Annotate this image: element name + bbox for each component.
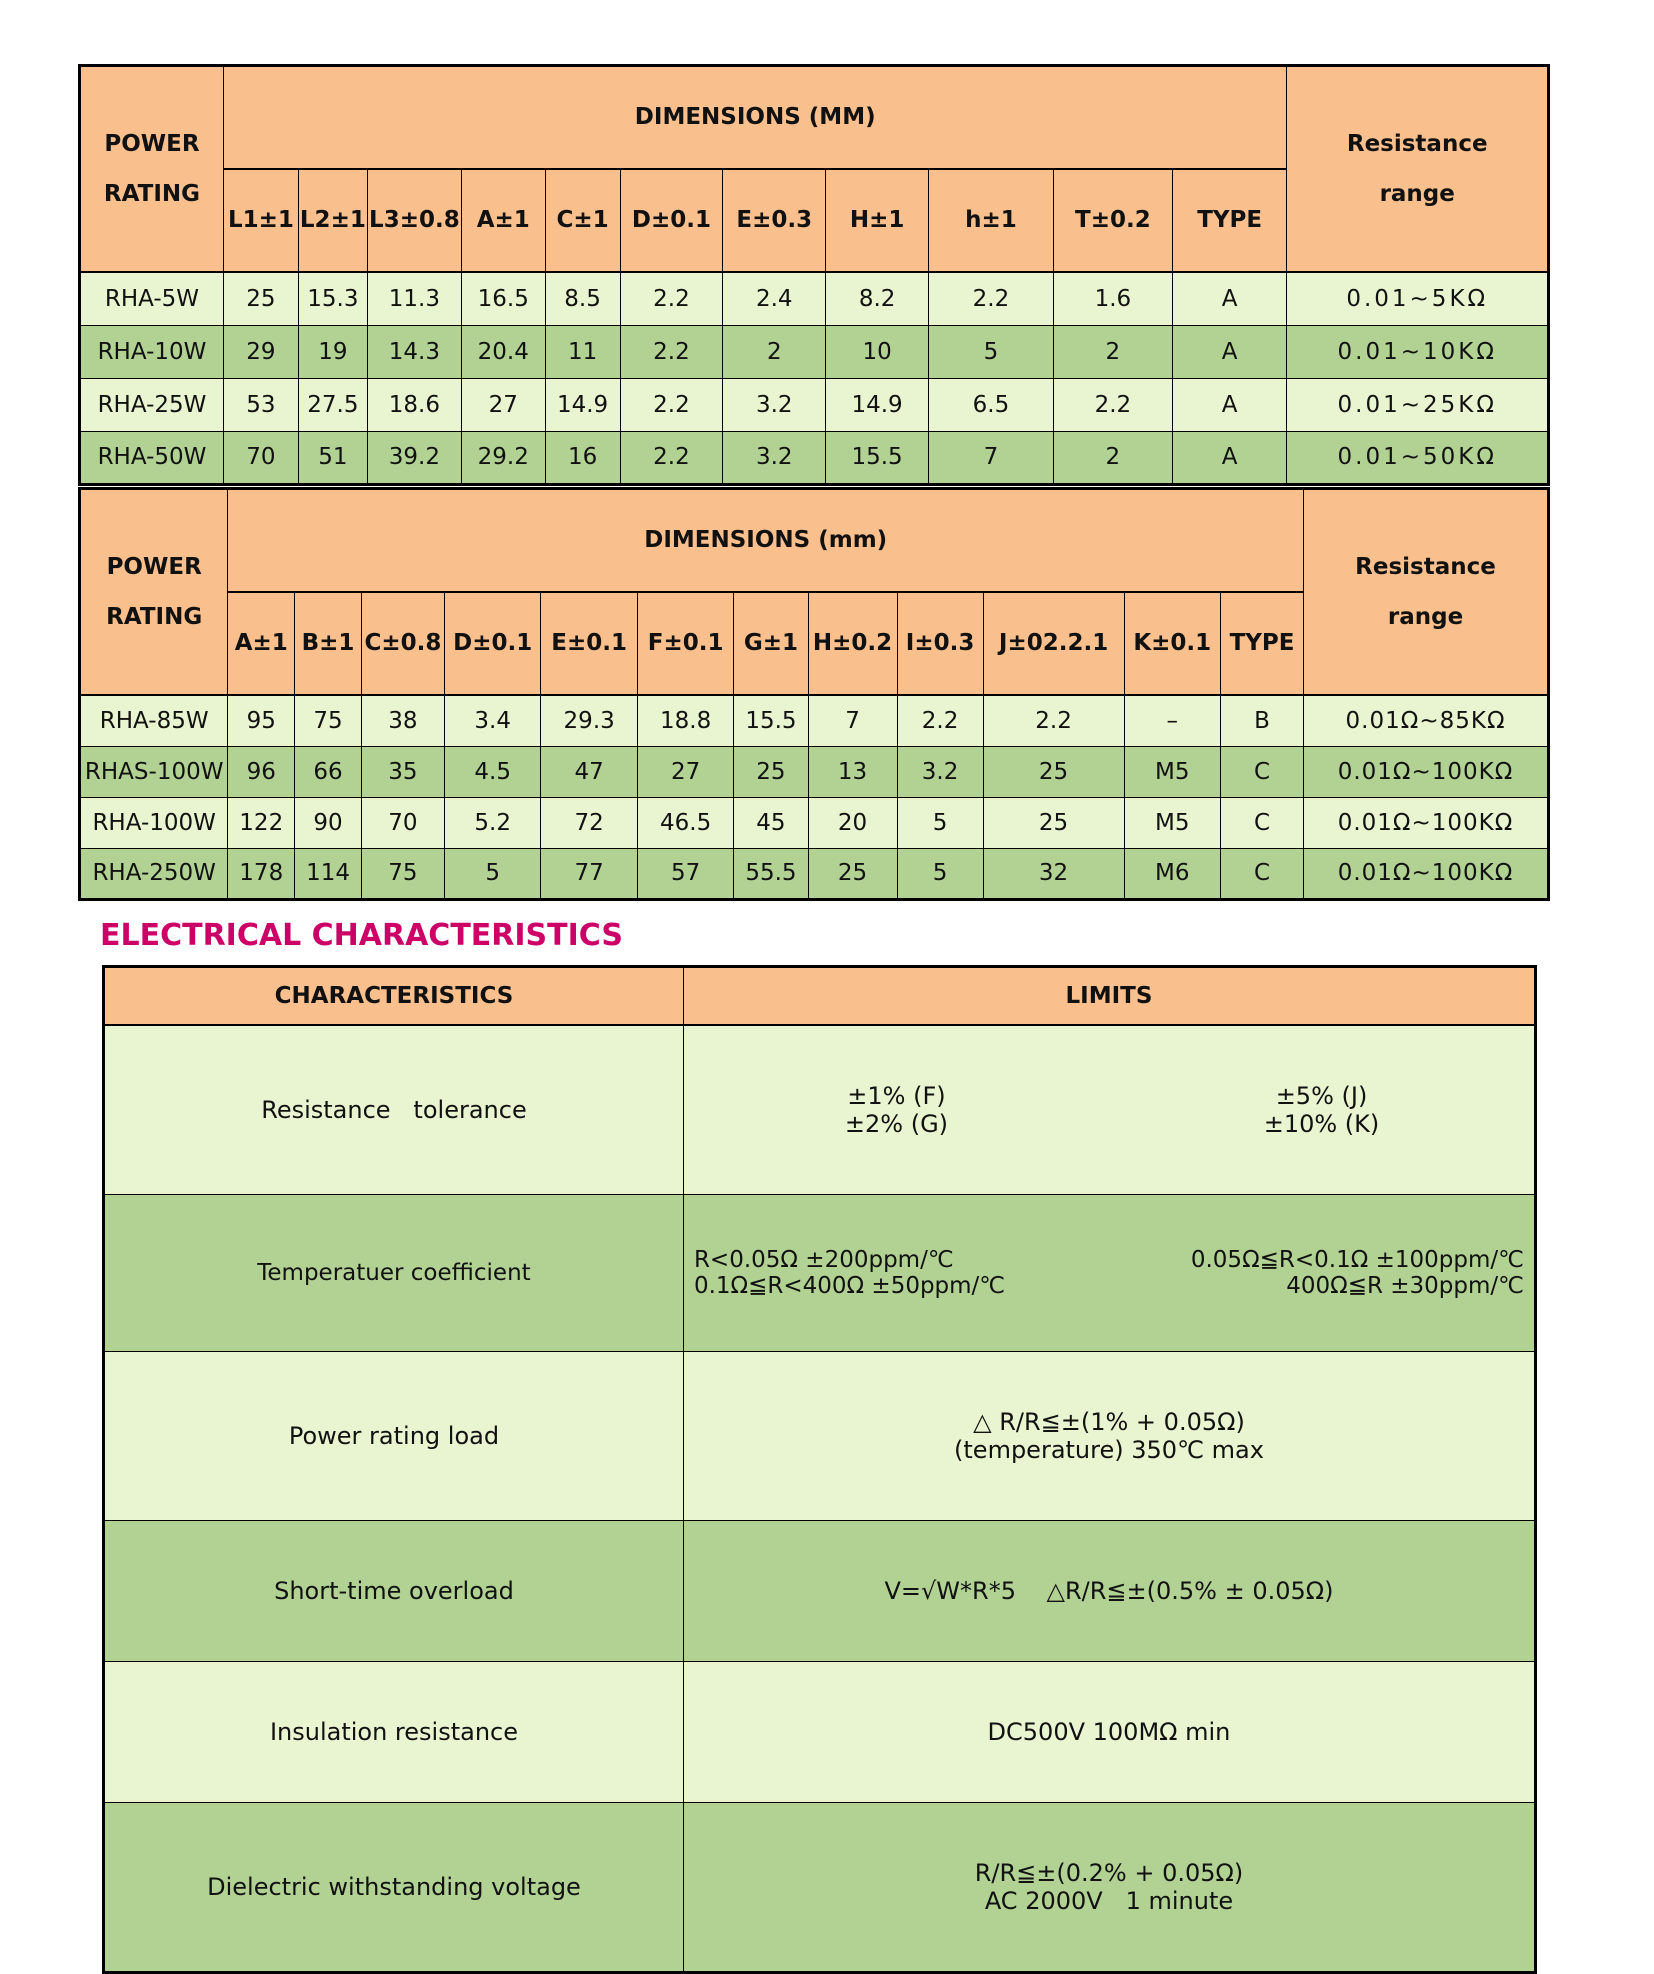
cell: 1.6 xyxy=(1053,272,1172,325)
col-header-f: F±0.1 xyxy=(637,592,733,695)
resistance-range-header xyxy=(1287,66,1549,273)
power-rating-header xyxy=(80,489,228,696)
table-row-rha-250w xyxy=(80,848,1549,899)
cell: 16.5 xyxy=(461,272,545,325)
cell: 72 xyxy=(541,797,637,848)
cell-type: A xyxy=(1172,272,1287,325)
row-temperature-coefficient xyxy=(104,1194,1536,1351)
col-header-h: H±1 xyxy=(826,169,929,272)
resistance-header-line1: Resistance xyxy=(1355,554,1496,580)
limit-text: 0.05Ω≦R<0.1Ω ±100ppm/℃ xyxy=(1190,1246,1524,1273)
characteristic-label: Resistance tolerance xyxy=(104,1025,684,1195)
limit-value xyxy=(683,1661,1535,1802)
cell: – xyxy=(1124,695,1220,746)
cell: 11.3 xyxy=(367,272,461,325)
cell-type: A xyxy=(1172,325,1287,378)
cell: 2 xyxy=(723,325,826,378)
col-header-j: J±02.2.1 xyxy=(983,592,1124,695)
cell: 25 xyxy=(983,797,1124,848)
cell: 2.2 xyxy=(929,272,1054,325)
cell-type: C xyxy=(1220,848,1303,899)
characteristic-label: Short-time overload xyxy=(104,1520,684,1661)
cell: 32 xyxy=(983,848,1124,899)
table-row-rhas-100w xyxy=(80,746,1549,797)
cell: 2.2 xyxy=(983,695,1124,746)
cell: 47 xyxy=(541,746,637,797)
cell: 46.5 xyxy=(637,797,733,848)
cell: 20.4 xyxy=(461,325,545,378)
cell-type: C xyxy=(1220,746,1303,797)
limit-value xyxy=(683,1351,1535,1520)
cell: 27.5 xyxy=(298,378,367,431)
cell-model: RHA-5W xyxy=(80,272,224,325)
cell: 39.2 xyxy=(367,431,461,484)
cell: M5 xyxy=(1124,797,1220,848)
cell-type: A xyxy=(1172,431,1287,484)
cell: 8.2 xyxy=(826,272,929,325)
resistance-header-line2: range xyxy=(1379,181,1455,207)
limit-value xyxy=(683,1194,1535,1351)
cell: 96 xyxy=(228,746,295,797)
dimensions-header: DIMENSIONS (mm) xyxy=(228,489,1304,592)
cell-type: A xyxy=(1172,378,1287,431)
power-rating-header xyxy=(80,66,224,273)
row-resistance-tolerance xyxy=(104,1025,1536,1195)
col-header-a: A±1 xyxy=(228,592,295,695)
limit-text: AC 2000V 1 minute xyxy=(984,1886,1234,1915)
cell: M5 xyxy=(1124,746,1220,797)
cell: 25 xyxy=(223,272,298,325)
cell: 122 xyxy=(228,797,295,848)
limit-text: V=√W*R*5 △R/R≦±(0.5% ± 0.05Ω) xyxy=(884,1576,1334,1605)
resistance-header-line2: range xyxy=(1387,604,1464,630)
cell: 77 xyxy=(541,848,637,899)
cell-range: 0.01~5KΩ xyxy=(1287,272,1549,325)
col-header-h-small: h±1 xyxy=(929,169,1054,272)
cell: 95 xyxy=(228,695,295,746)
col-header-k: K±0.1 xyxy=(1124,592,1220,695)
electrical-characteristics-table xyxy=(102,965,1537,1974)
limit-text: ±1% (F) xyxy=(847,1081,946,1110)
cell: 15.3 xyxy=(298,272,367,325)
cell: 90 xyxy=(295,797,362,848)
cell: 6.5 xyxy=(929,378,1054,431)
cell: 11 xyxy=(545,325,620,378)
col-header-l2: L2±1 xyxy=(298,169,367,272)
characteristic-label: Dielectric withstanding voltage xyxy=(104,1802,684,1972)
row-insulation-resistance xyxy=(104,1661,1536,1802)
limits-header: LIMITS xyxy=(683,967,1535,1025)
cell: 178 xyxy=(228,848,295,899)
limit-text: R/R≦±(0.2% + 0.05Ω) xyxy=(974,1858,1244,1887)
cell: 7 xyxy=(808,695,897,746)
cell-range: 0.01Ω~100KΩ xyxy=(1304,797,1549,848)
row-power-rating-load xyxy=(104,1351,1536,1520)
cell: 2.2 xyxy=(620,378,723,431)
cell-range: 0.01Ω~100KΩ xyxy=(1304,746,1549,797)
limit-text: 400Ω≦R ±30ppm/℃ xyxy=(1286,1272,1524,1299)
power-rating-line2: RATING xyxy=(103,181,201,207)
row-dielectric-withstanding-voltage xyxy=(104,1802,1536,1972)
table-row-rha-50w xyxy=(80,431,1549,484)
cell: 18.6 xyxy=(367,378,461,431)
power-rating-line1: POWER xyxy=(104,131,200,157)
cell: M6 xyxy=(1124,848,1220,899)
cell: 45 xyxy=(734,797,808,848)
limit-text: ±2% (G) xyxy=(844,1109,949,1138)
col-header-a: A±1 xyxy=(461,169,545,272)
cell-model: RHA-25W xyxy=(80,378,224,431)
limit-value xyxy=(683,1802,1535,1972)
col-header-i: I±0.3 xyxy=(897,592,983,695)
cell: 4.5 xyxy=(444,746,540,797)
col-header-t: T±0.2 xyxy=(1053,169,1172,272)
col-header-type: TYPE xyxy=(1220,592,1303,695)
col-header-d: D±0.1 xyxy=(620,169,723,272)
cell: 19 xyxy=(298,325,367,378)
cell: 16 xyxy=(545,431,620,484)
limit-text: R<0.05Ω ±200ppm/℃ xyxy=(693,1246,954,1273)
cell: 70 xyxy=(361,797,444,848)
cell: 75 xyxy=(361,848,444,899)
limit-value xyxy=(683,1520,1535,1661)
table-row-rha-85w xyxy=(80,695,1549,746)
limit-text: DC500V 100MΩ min xyxy=(987,1717,1231,1746)
cell: 8.5 xyxy=(545,272,620,325)
cell: 2.2 xyxy=(1053,378,1172,431)
cell: 15.5 xyxy=(826,431,929,484)
cell-type: C xyxy=(1220,797,1303,848)
power-rating-line2: RATING xyxy=(106,604,203,630)
cell: 51 xyxy=(298,431,367,484)
cell-range: 0.01~50KΩ xyxy=(1287,431,1549,484)
col-header-type: TYPE xyxy=(1172,169,1287,272)
col-header-c: C±0.8 xyxy=(361,592,444,695)
cell: 55.5 xyxy=(734,848,808,899)
table-row-rha-10w xyxy=(80,325,1549,378)
cell: 3.2 xyxy=(897,746,983,797)
characteristic-label: Temperatuer coefficient xyxy=(104,1194,684,1351)
cell-model: RHA-100W xyxy=(80,797,228,848)
limit-text: △ R/R≦±(1% + 0.05Ω) xyxy=(973,1407,1245,1436)
cell: 2 xyxy=(1053,431,1172,484)
cell: 3.2 xyxy=(723,431,826,484)
cell: 53 xyxy=(223,378,298,431)
dimensions-header: DIMENSIONS (MM) xyxy=(223,66,1286,169)
cell: 14.3 xyxy=(367,325,461,378)
cell-model: RHA-85W xyxy=(80,695,228,746)
cell: 2.2 xyxy=(620,431,723,484)
cell: 18.8 xyxy=(637,695,733,746)
cell: 38 xyxy=(361,695,444,746)
characteristic-label: Insulation resistance xyxy=(104,1661,684,1802)
limit-value xyxy=(683,1025,1535,1195)
table-row-rha-5w xyxy=(80,272,1549,325)
power-rating-line1: POWER xyxy=(106,554,202,580)
cell: 10 xyxy=(826,325,929,378)
cell: 2 xyxy=(1053,325,1172,378)
cell: 2.4 xyxy=(723,272,826,325)
cell: 57 xyxy=(637,848,733,899)
cell-range: 0.01~25KΩ xyxy=(1287,378,1549,431)
cell: 20 xyxy=(808,797,897,848)
electrical-characteristics-title: ELECTRICAL CHARACTERISTICS xyxy=(100,918,623,953)
cell: 27 xyxy=(637,746,733,797)
cell-range: 0.01Ω~100KΩ xyxy=(1304,848,1549,899)
cell-range: 0.01~10KΩ xyxy=(1287,325,1549,378)
cell: 35 xyxy=(361,746,444,797)
cell: 29.3 xyxy=(541,695,637,746)
cell-model: RHA-250W xyxy=(80,848,228,899)
cell-range: 0.01Ω~85KΩ xyxy=(1304,695,1549,746)
cell: 3.4 xyxy=(444,695,540,746)
table-row-rha-100w xyxy=(80,797,1549,848)
cell: 15.5 xyxy=(734,695,808,746)
cell: 25 xyxy=(808,848,897,899)
col-header-e: E±0.1 xyxy=(541,592,637,695)
cell: 14.9 xyxy=(826,378,929,431)
cell: 2.2 xyxy=(620,272,723,325)
col-header-d: D±0.1 xyxy=(444,592,540,695)
cell: 7 xyxy=(929,431,1054,484)
cell: 5.2 xyxy=(444,797,540,848)
cell: 27 xyxy=(461,378,545,431)
cell-type: B xyxy=(1220,695,1303,746)
cell: 114 xyxy=(295,848,362,899)
cell-model: RHA-50W xyxy=(80,431,224,484)
cell: 29.2 xyxy=(461,431,545,484)
cell-model: RHAS-100W xyxy=(80,746,228,797)
cell: 29 xyxy=(223,325,298,378)
cell: 5 xyxy=(444,848,540,899)
resistance-header-line1: Resistance xyxy=(1346,131,1488,157)
cell-model: RHA-10W xyxy=(80,325,224,378)
cell: 3.2 xyxy=(723,378,826,431)
cell: 5 xyxy=(897,848,983,899)
characteristic-label: Power rating load xyxy=(104,1351,684,1520)
limit-text: 0.1Ω≦R<400Ω ±50ppm/℃ xyxy=(693,1272,1006,1299)
dimensions-table-type-a xyxy=(78,64,1550,486)
cell: 75 xyxy=(295,695,362,746)
cell: 70 xyxy=(223,431,298,484)
characteristics-header: CHARACTERISTICS xyxy=(104,967,684,1025)
limit-text: ±5% (J) xyxy=(1275,1081,1368,1110)
table-row-rha-25w xyxy=(80,378,1549,431)
cell: 66 xyxy=(295,746,362,797)
cell: 13 xyxy=(808,746,897,797)
col-header-e: E±0.3 xyxy=(723,169,826,272)
col-header-c: C±1 xyxy=(545,169,620,272)
col-header-b: B±1 xyxy=(295,592,362,695)
cell: 2.2 xyxy=(897,695,983,746)
col-header-h: H±0.2 xyxy=(808,592,897,695)
col-header-l3: L3±0.8 xyxy=(367,169,461,272)
cell: 5 xyxy=(897,797,983,848)
cell: 14.9 xyxy=(545,378,620,431)
limit-text: ±10% (K) xyxy=(1263,1109,1380,1138)
col-header-l1: L1±1 xyxy=(223,169,298,272)
resistance-range-header xyxy=(1304,489,1549,696)
row-short-time-overload xyxy=(104,1520,1536,1661)
dimensions-table-type-bc xyxy=(78,487,1550,901)
cell: 25 xyxy=(734,746,808,797)
limit-text: (temperature) 350℃ max xyxy=(954,1435,1264,1464)
cell: 2.2 xyxy=(620,325,723,378)
col-header-g: G±1 xyxy=(734,592,808,695)
cell: 25 xyxy=(983,746,1124,797)
cell: 5 xyxy=(929,325,1054,378)
